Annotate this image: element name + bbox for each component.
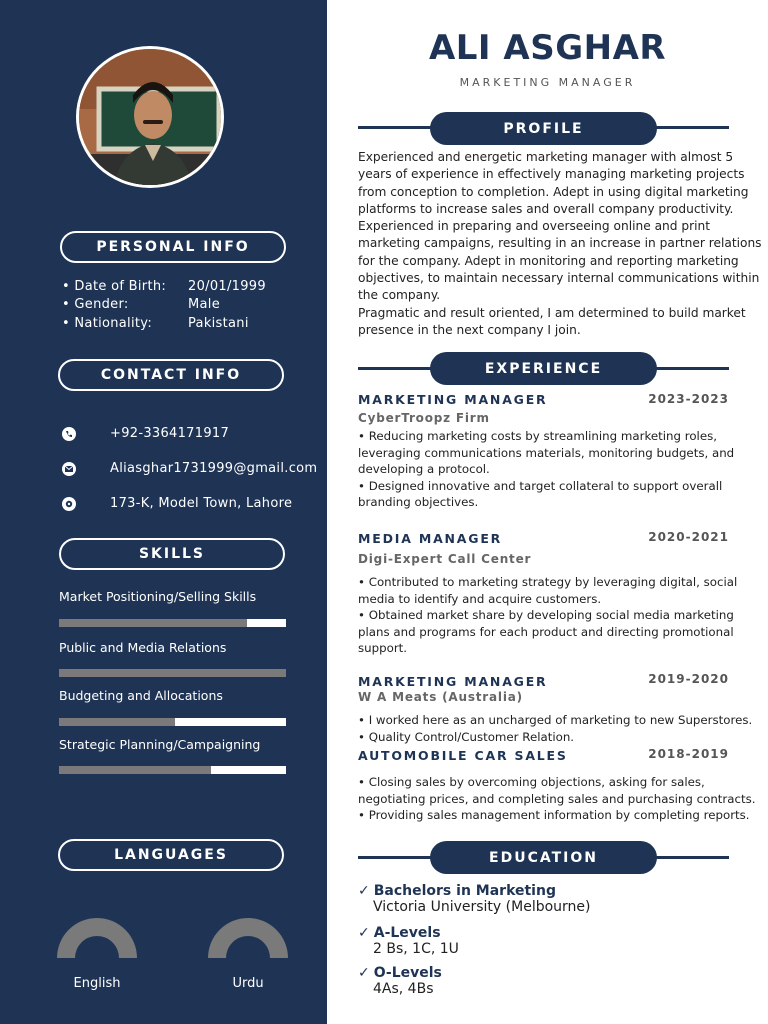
skill-bar-fill [59,766,211,774]
nationality-value: Pakistani [188,316,249,331]
job-bullet: • Reducing marketing costs by streamlining marketing roles, leveraging communications materials, monitoring budgets, and developing a protocol. [358,429,735,477]
job-date-2: 2020-2021 [648,530,729,544]
languages-heading-label: LANGUAGES [114,847,228,863]
check-icon: ✓ [358,883,370,899]
skill-bar-fill [59,669,286,677]
job-bullet: • Designed innovative and target collateral to support overall branding objectives. [358,478,723,510]
education-degree: O-Levels [373,965,442,981]
education-degree: Bachelors in Marketing [373,883,556,899]
language-gauge-urdu [208,918,288,958]
contact-address-row [62,496,292,511]
education-item-3 [358,965,442,997]
job-company-2: Digi-Expert Call Center [358,552,532,566]
education-school: Victoria University (Melbourne) [373,899,591,915]
skills-heading [59,538,285,570]
education-heading [430,841,657,874]
skill-bar-media-relations [59,669,286,677]
skill-bar-fill [59,718,175,726]
skill-label-budgeting: Budgeting and Allocations [59,688,223,703]
skill-label-market-positioning: Market Positioning/Selling Skills [59,589,257,604]
skill-bar-strategic-planning [59,766,286,774]
job-title-1: MARKETING MANAGER [358,392,548,407]
contact-phone[interactable]: +92-3364171917 [110,426,230,441]
contact-info-heading-label: CONTACT INFO [100,367,242,383]
job-date-3: 2019-2020 [648,672,729,686]
education-heading-label: EDUCATION [489,849,598,866]
date-of-birth-label: • Date of Birth: [62,279,167,294]
education-degree: A-Levels [373,925,441,941]
education-school: 2 Bs, 1C, 1U [373,941,459,957]
job-bullet: • Providing sales management information by completing reports. [358,808,750,823]
personal-info-heading [60,231,286,263]
skill-label-media-relations: Public and Media Relations [59,640,227,655]
job-title-4: AUTOMOBILE CAR SALES [358,748,568,763]
check-icon: ✓ [358,925,370,941]
gender-row [62,297,220,312]
job-company-3: W A Meats (Australia) [358,690,523,704]
job-bullet: • Closing sales by overcoming objections, asking for sales, negotiating prices, and completing sales and purchasing contracts. [358,775,756,806]
profile-paragraph-2: Pragmatic and result oriented, I am determined to build market presence in the next company I join. [358,305,746,337]
languages-heading [58,839,284,871]
education-school: 4As, 4Bs [373,981,434,997]
skill-bar-market-positioning [59,619,286,627]
contact-email-row [62,461,317,476]
job-company-1: CyberTroopz Firm [358,411,490,425]
contact-info-heading [58,359,284,391]
personal-info-heading-label: PERSONAL INFO [96,239,250,255]
nationality-label: • Nationality: [62,316,153,331]
gender-value: Male [188,297,220,312]
profile-heading-label: PROFILE [503,120,584,137]
job-title-3: MARKETING MANAGER [358,674,548,689]
phone-icon [62,427,76,441]
date-of-birth-value: 20/01/1999 [188,279,266,294]
profile-heading [430,112,657,145]
job-date-4: 2018-2019 [648,747,729,761]
profile-text [358,149,762,339]
job-title-2: MEDIA MANAGER [358,531,503,546]
education-item-1 [358,883,591,915]
skill-label-strategic-planning: Strategic Planning/Campaigning [59,737,261,752]
job-bullet: • Obtained market share by developing social media marketing plans and programs for each product and directing promotional support. [358,608,734,656]
job-bullet: • Contributed to marketing strategy by leveraging digital, social media to identify and acquire customers. [358,575,738,606]
resume-title: MARKETING MANAGER [459,76,636,89]
skills-heading-label: SKILLS [138,546,206,562]
job-bullets-4 [358,774,764,824]
language-label-english: English [73,976,121,991]
skill-bar-fill [59,619,247,627]
contact-address: 173-K, Model Town, Lahore [110,496,293,511]
contact-email[interactable]: Aliasghar1731999@gmail.com [110,461,318,476]
job-bullet: • I worked here as an uncharged of marketing to new Superstores. [358,713,753,727]
email-icon [62,462,76,476]
profile-photo [76,46,224,188]
date-of-birth-row [62,279,266,294]
profile-paragraph-1: Experienced and energetic marketing manager with almost 5 years of experience in effectively managing marketing projects from conception to completion. Adept in using digital marketing platforms to increase sales and overall company productivity. Experienced in preparing and overseeing online and print marketing campaigns, resulting in an increase in partner relations for the company. Adept in monitoring and reporting marketing objectives, to maintain necessary internal communications within the company. [358,150,762,303]
language-gauge-english [57,918,137,958]
skill-bar-budgeting [59,718,286,726]
sidebar [0,0,327,1024]
job-date-1: 2023-2023 [648,392,729,406]
experience-heading-label: EXPERIENCE [484,360,603,377]
education-item-2 [358,925,459,957]
job-bullets-3 [358,712,762,745]
resume-name: ALI ASGHAR [428,28,667,68]
experience-heading [430,352,657,385]
location-pin-icon [62,497,76,511]
nationality-row [62,316,249,331]
job-bullets-2 [358,574,762,657]
check-icon: ✓ [358,965,370,981]
contact-phone-row [62,426,229,441]
job-bullet: • Quality Control/Customer Relation. [358,729,575,744]
gender-label: • Gender: [62,297,129,312]
language-label-urdu: Urdu [232,976,264,991]
job-bullets-1 [358,428,762,511]
